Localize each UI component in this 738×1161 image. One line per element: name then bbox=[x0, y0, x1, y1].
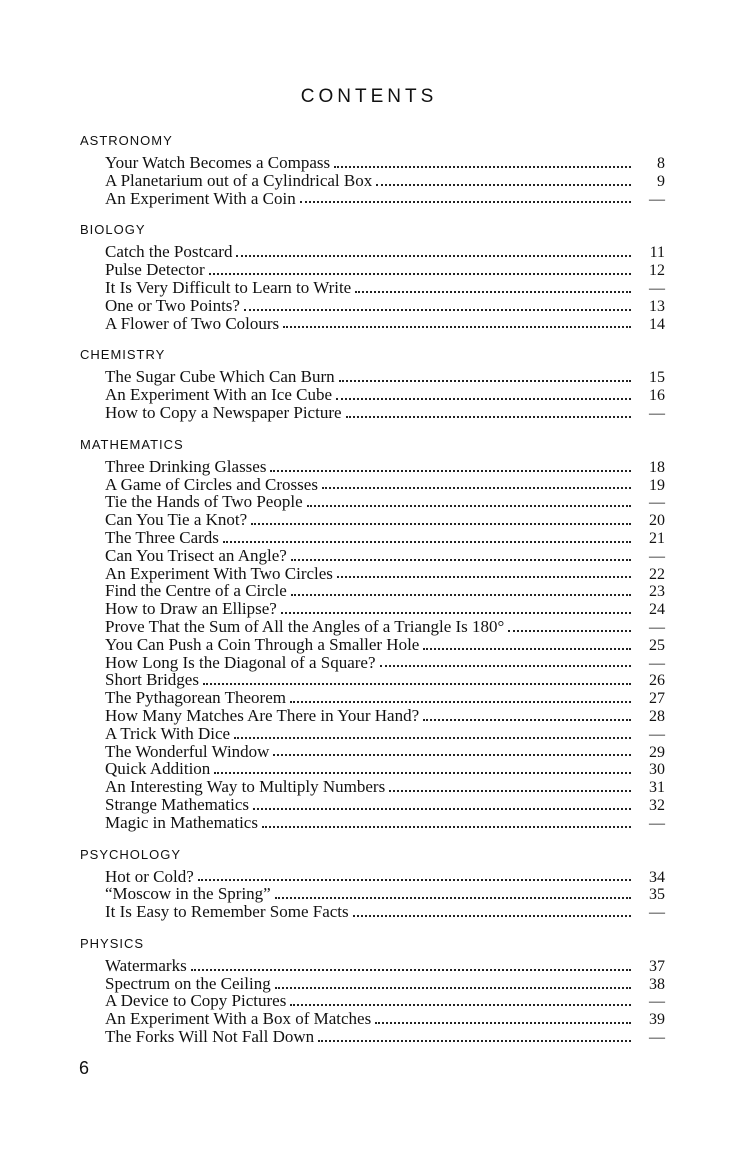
entry-page-number: — bbox=[649, 279, 665, 297]
toc-entry bbox=[105, 636, 665, 654]
section-heading: PSYCHOLOGY bbox=[80, 846, 182, 862]
entry-page-number: 14 bbox=[649, 315, 665, 333]
entry-page-number: — bbox=[649, 993, 665, 1011]
toc-entry bbox=[105, 493, 665, 511]
entry-page-number: 31 bbox=[649, 779, 665, 797]
entry-list bbox=[105, 243, 665, 332]
toc-entry bbox=[105, 315, 665, 333]
toc-section bbox=[80, 346, 665, 421]
entry-page-number: — bbox=[649, 725, 665, 743]
toc-entry bbox=[105, 190, 665, 208]
entry-title: It Is Very Difficult to Learn to Write bbox=[105, 277, 352, 297]
entry-page-number: — bbox=[649, 618, 665, 636]
dot-leader bbox=[283, 326, 631, 328]
dot-leader bbox=[291, 594, 631, 596]
entry-page-number: 30 bbox=[649, 761, 665, 779]
entry-page-number: 8 bbox=[657, 155, 665, 172]
entry-page-number: 12 bbox=[649, 262, 665, 280]
entry-title: An Experiment With an Ice Cube bbox=[105, 385, 333, 405]
page-number: 6 bbox=[79, 1058, 90, 1078]
entry-page-number: 25 bbox=[649, 636, 665, 654]
entry-title: The Wonderful Window bbox=[105, 741, 270, 761]
toc-entry bbox=[105, 903, 665, 921]
toc-entry bbox=[105, 957, 665, 975]
entry-title: How to Copy a Newspaper Picture bbox=[105, 402, 342, 422]
entry-title: How to Draw an Ellipse? bbox=[105, 599, 277, 619]
entry-title: Find the Centre of a Circle bbox=[105, 581, 287, 601]
entry-page-number: 19 bbox=[649, 476, 665, 494]
entry-title: A Game of Circles and Crosses bbox=[105, 474, 318, 494]
entry-title: How Long Is the Diagonal of a Square? bbox=[105, 652, 376, 672]
toc-section bbox=[80, 132, 665, 207]
entry-title: Catch the Postcard bbox=[105, 242, 233, 262]
toc-entry bbox=[105, 654, 665, 672]
entry-title: It Is Easy to Remember Some Facts bbox=[105, 902, 349, 922]
toc-entry bbox=[105, 279, 665, 297]
dot-leader bbox=[262, 826, 631, 828]
toc-entry bbox=[105, 725, 665, 743]
entry-title: Watermarks bbox=[105, 955, 187, 975]
entry-list bbox=[105, 868, 665, 921]
page-title: CONTENTS bbox=[300, 86, 438, 107]
entry-title: An Experiment With Two Circles bbox=[105, 563, 333, 583]
dot-leader bbox=[375, 1022, 631, 1024]
entry-title: Hot or Cold? bbox=[105, 866, 194, 886]
entry-page-number: — bbox=[649, 190, 665, 208]
toc-entry bbox=[105, 885, 665, 903]
entry-title: Magic in Mathematics bbox=[105, 812, 258, 832]
entry-title: A Trick With Dice bbox=[105, 723, 231, 743]
toc-entry bbox=[105, 707, 665, 725]
toc-entry bbox=[105, 618, 665, 636]
entry-title: A Device to Copy Pictures bbox=[105, 991, 287, 1011]
section-heading: BIOLOGY bbox=[80, 222, 146, 238]
entry-page-number: 16 bbox=[649, 387, 665, 405]
dot-leader bbox=[251, 523, 631, 525]
entry-page-number: 29 bbox=[649, 743, 665, 761]
entry-title: A Flower of Two Colours bbox=[105, 313, 280, 333]
toc-entry bbox=[105, 992, 665, 1010]
dot-leader bbox=[389, 790, 631, 792]
toc-entry bbox=[105, 154, 665, 172]
toc-entry bbox=[105, 547, 665, 565]
table-of-contents bbox=[80, 132, 665, 1060]
dot-leader bbox=[273, 754, 631, 756]
entry-page-number: — bbox=[649, 547, 665, 565]
toc-entry bbox=[105, 796, 665, 814]
dot-leader bbox=[300, 201, 631, 203]
dot-leader bbox=[380, 665, 631, 667]
toc-entry bbox=[105, 975, 665, 993]
toc-entry bbox=[105, 565, 665, 583]
entry-title: Spectrum on the Ceiling bbox=[105, 973, 271, 993]
toc-section bbox=[80, 436, 665, 832]
toc-entry bbox=[105, 1028, 665, 1046]
section-heading: PHYSICS bbox=[80, 935, 145, 951]
toc-section bbox=[80, 935, 665, 1046]
toc-entry bbox=[105, 671, 665, 689]
dot-leader bbox=[191, 969, 631, 971]
toc-section bbox=[80, 221, 665, 332]
toc-entry bbox=[105, 386, 665, 404]
entry-title: Short Bridges bbox=[105, 670, 199, 690]
toc-entry bbox=[105, 600, 665, 618]
toc-entry bbox=[105, 404, 665, 422]
entry-title: The Three Cards bbox=[105, 527, 219, 547]
dot-leader bbox=[339, 380, 631, 382]
entry-page-number: 18 bbox=[649, 458, 665, 476]
dot-leader bbox=[376, 184, 631, 186]
toc-entry bbox=[105, 689, 665, 707]
entry-page-number: 37 bbox=[649, 957, 665, 975]
entry-page-number: 22 bbox=[649, 565, 665, 583]
dot-leader bbox=[290, 701, 631, 703]
entry-title: Tie the Hands of Two People bbox=[105, 492, 303, 512]
entry-page-number: 35 bbox=[649, 886, 665, 904]
entry-page-number: 27 bbox=[649, 690, 665, 708]
dot-leader bbox=[322, 487, 631, 489]
dot-leader bbox=[281, 612, 631, 614]
entry-list bbox=[105, 957, 665, 1046]
dot-leader bbox=[353, 915, 631, 917]
dot-leader bbox=[234, 737, 631, 739]
dot-leader bbox=[290, 1004, 631, 1006]
entry-title: “Moscow in the Spring” bbox=[105, 884, 271, 904]
entry-title: One or Two Points? bbox=[105, 295, 240, 315]
entry-page-number: 23 bbox=[649, 583, 665, 601]
entry-page-number: 26 bbox=[649, 672, 665, 690]
dot-leader bbox=[307, 505, 631, 507]
dot-leader bbox=[336, 398, 631, 400]
entry-title: The Forks Will Not Fall Down bbox=[105, 1027, 315, 1047]
toc-entry bbox=[105, 814, 665, 832]
entry-title: Can You Trisect an Angle? bbox=[105, 545, 287, 565]
toc-entry bbox=[105, 297, 665, 315]
dot-leader bbox=[423, 719, 631, 721]
toc-entry bbox=[105, 476, 665, 494]
dot-leader bbox=[508, 630, 631, 632]
entry-page-number: 20 bbox=[649, 512, 665, 530]
entry-page-number: 11 bbox=[649, 244, 665, 262]
entry-page-number: — bbox=[649, 654, 665, 672]
dot-leader bbox=[275, 987, 631, 989]
toc-entry bbox=[105, 529, 665, 547]
dot-leader bbox=[198, 879, 631, 881]
dot-leader bbox=[203, 683, 631, 685]
dot-leader bbox=[346, 416, 631, 418]
toc-entry bbox=[105, 243, 665, 261]
toc-entry bbox=[105, 368, 665, 386]
entry-title: How Many Matches Are There in Your Hand? bbox=[105, 705, 420, 725]
entry-page-number: 32 bbox=[649, 796, 665, 814]
entry-page-number: — bbox=[649, 404, 665, 422]
dot-leader bbox=[244, 309, 631, 311]
entry-title: You Can Push a Coin Through a Smaller Hole bbox=[105, 634, 420, 654]
toc-section bbox=[80, 846, 665, 921]
toc-entry bbox=[105, 261, 665, 279]
entry-page-number: — bbox=[649, 494, 665, 512]
toc-entry bbox=[105, 458, 665, 476]
entry-title: Your Watch Becomes a Compass bbox=[105, 153, 331, 172]
entry-title: The Pythagorean Theorem bbox=[105, 688, 286, 708]
dot-leader bbox=[209, 273, 631, 275]
entry-page-number: 15 bbox=[649, 369, 665, 387]
entry-list bbox=[105, 154, 665, 207]
toc-entry bbox=[105, 172, 665, 190]
toc-entry bbox=[105, 511, 665, 529]
dot-leader bbox=[270, 470, 631, 472]
dot-leader bbox=[214, 772, 631, 774]
entry-page-number: 21 bbox=[649, 529, 665, 547]
entry-title: The Sugar Cube Which Can Burn bbox=[105, 367, 335, 387]
entry-page-number: 9 bbox=[657, 172, 665, 190]
entry-page-number: 24 bbox=[649, 601, 665, 619]
section-heading: MATHEMATICS bbox=[80, 436, 184, 452]
entry-list bbox=[105, 368, 665, 421]
toc-entry bbox=[105, 582, 665, 600]
dot-leader bbox=[334, 166, 631, 168]
entry-title: Strange Mathematics bbox=[105, 794, 249, 814]
entry-title: Prove That the Sum of All the Angles of a Triangle Is 180° bbox=[105, 616, 505, 636]
section-heading: CHEMISTRY bbox=[80, 347, 166, 363]
entry-page-number: 34 bbox=[649, 868, 665, 886]
dot-leader bbox=[318, 1040, 631, 1042]
entry-title: Quick Addition bbox=[105, 759, 211, 779]
entry-title: An Experiment With a Box of Matches bbox=[105, 1009, 372, 1029]
section-heading: ASTRONOMY bbox=[80, 133, 173, 148]
entry-title: Can You Tie a Knot? bbox=[105, 510, 248, 530]
toc-entry bbox=[105, 868, 665, 886]
dot-leader bbox=[355, 291, 631, 293]
dot-leader bbox=[337, 576, 631, 578]
entry-title: An Interesting Way to Multiply Numbers bbox=[105, 777, 386, 797]
entry-page-number: — bbox=[649, 814, 665, 832]
entry-title: Three Drinking Glasses bbox=[105, 456, 267, 476]
toc-entry bbox=[105, 743, 665, 761]
entry-page-number: 28 bbox=[649, 707, 665, 725]
dot-leader bbox=[291, 559, 631, 561]
entry-list bbox=[105, 458, 665, 832]
entry-page-number: 13 bbox=[649, 297, 665, 315]
entry-page-number: 38 bbox=[649, 975, 665, 993]
entry-page-number: 39 bbox=[649, 1011, 665, 1029]
dot-leader bbox=[275, 897, 631, 899]
dot-leader bbox=[223, 541, 631, 543]
dot-leader bbox=[253, 808, 631, 810]
entry-page-number: — bbox=[649, 904, 665, 922]
entry-title: An Experiment With a Coin bbox=[105, 188, 296, 208]
toc-entry bbox=[105, 1010, 665, 1028]
toc-entry bbox=[105, 778, 665, 796]
dot-leader bbox=[423, 648, 631, 650]
toc-entry bbox=[105, 760, 665, 778]
dot-leader bbox=[236, 255, 631, 257]
entry-title: Pulse Detector bbox=[105, 260, 205, 280]
entry-page-number: — bbox=[649, 1029, 665, 1047]
entry-title: A Planetarium out of a Cylindrical Box bbox=[105, 170, 373, 190]
